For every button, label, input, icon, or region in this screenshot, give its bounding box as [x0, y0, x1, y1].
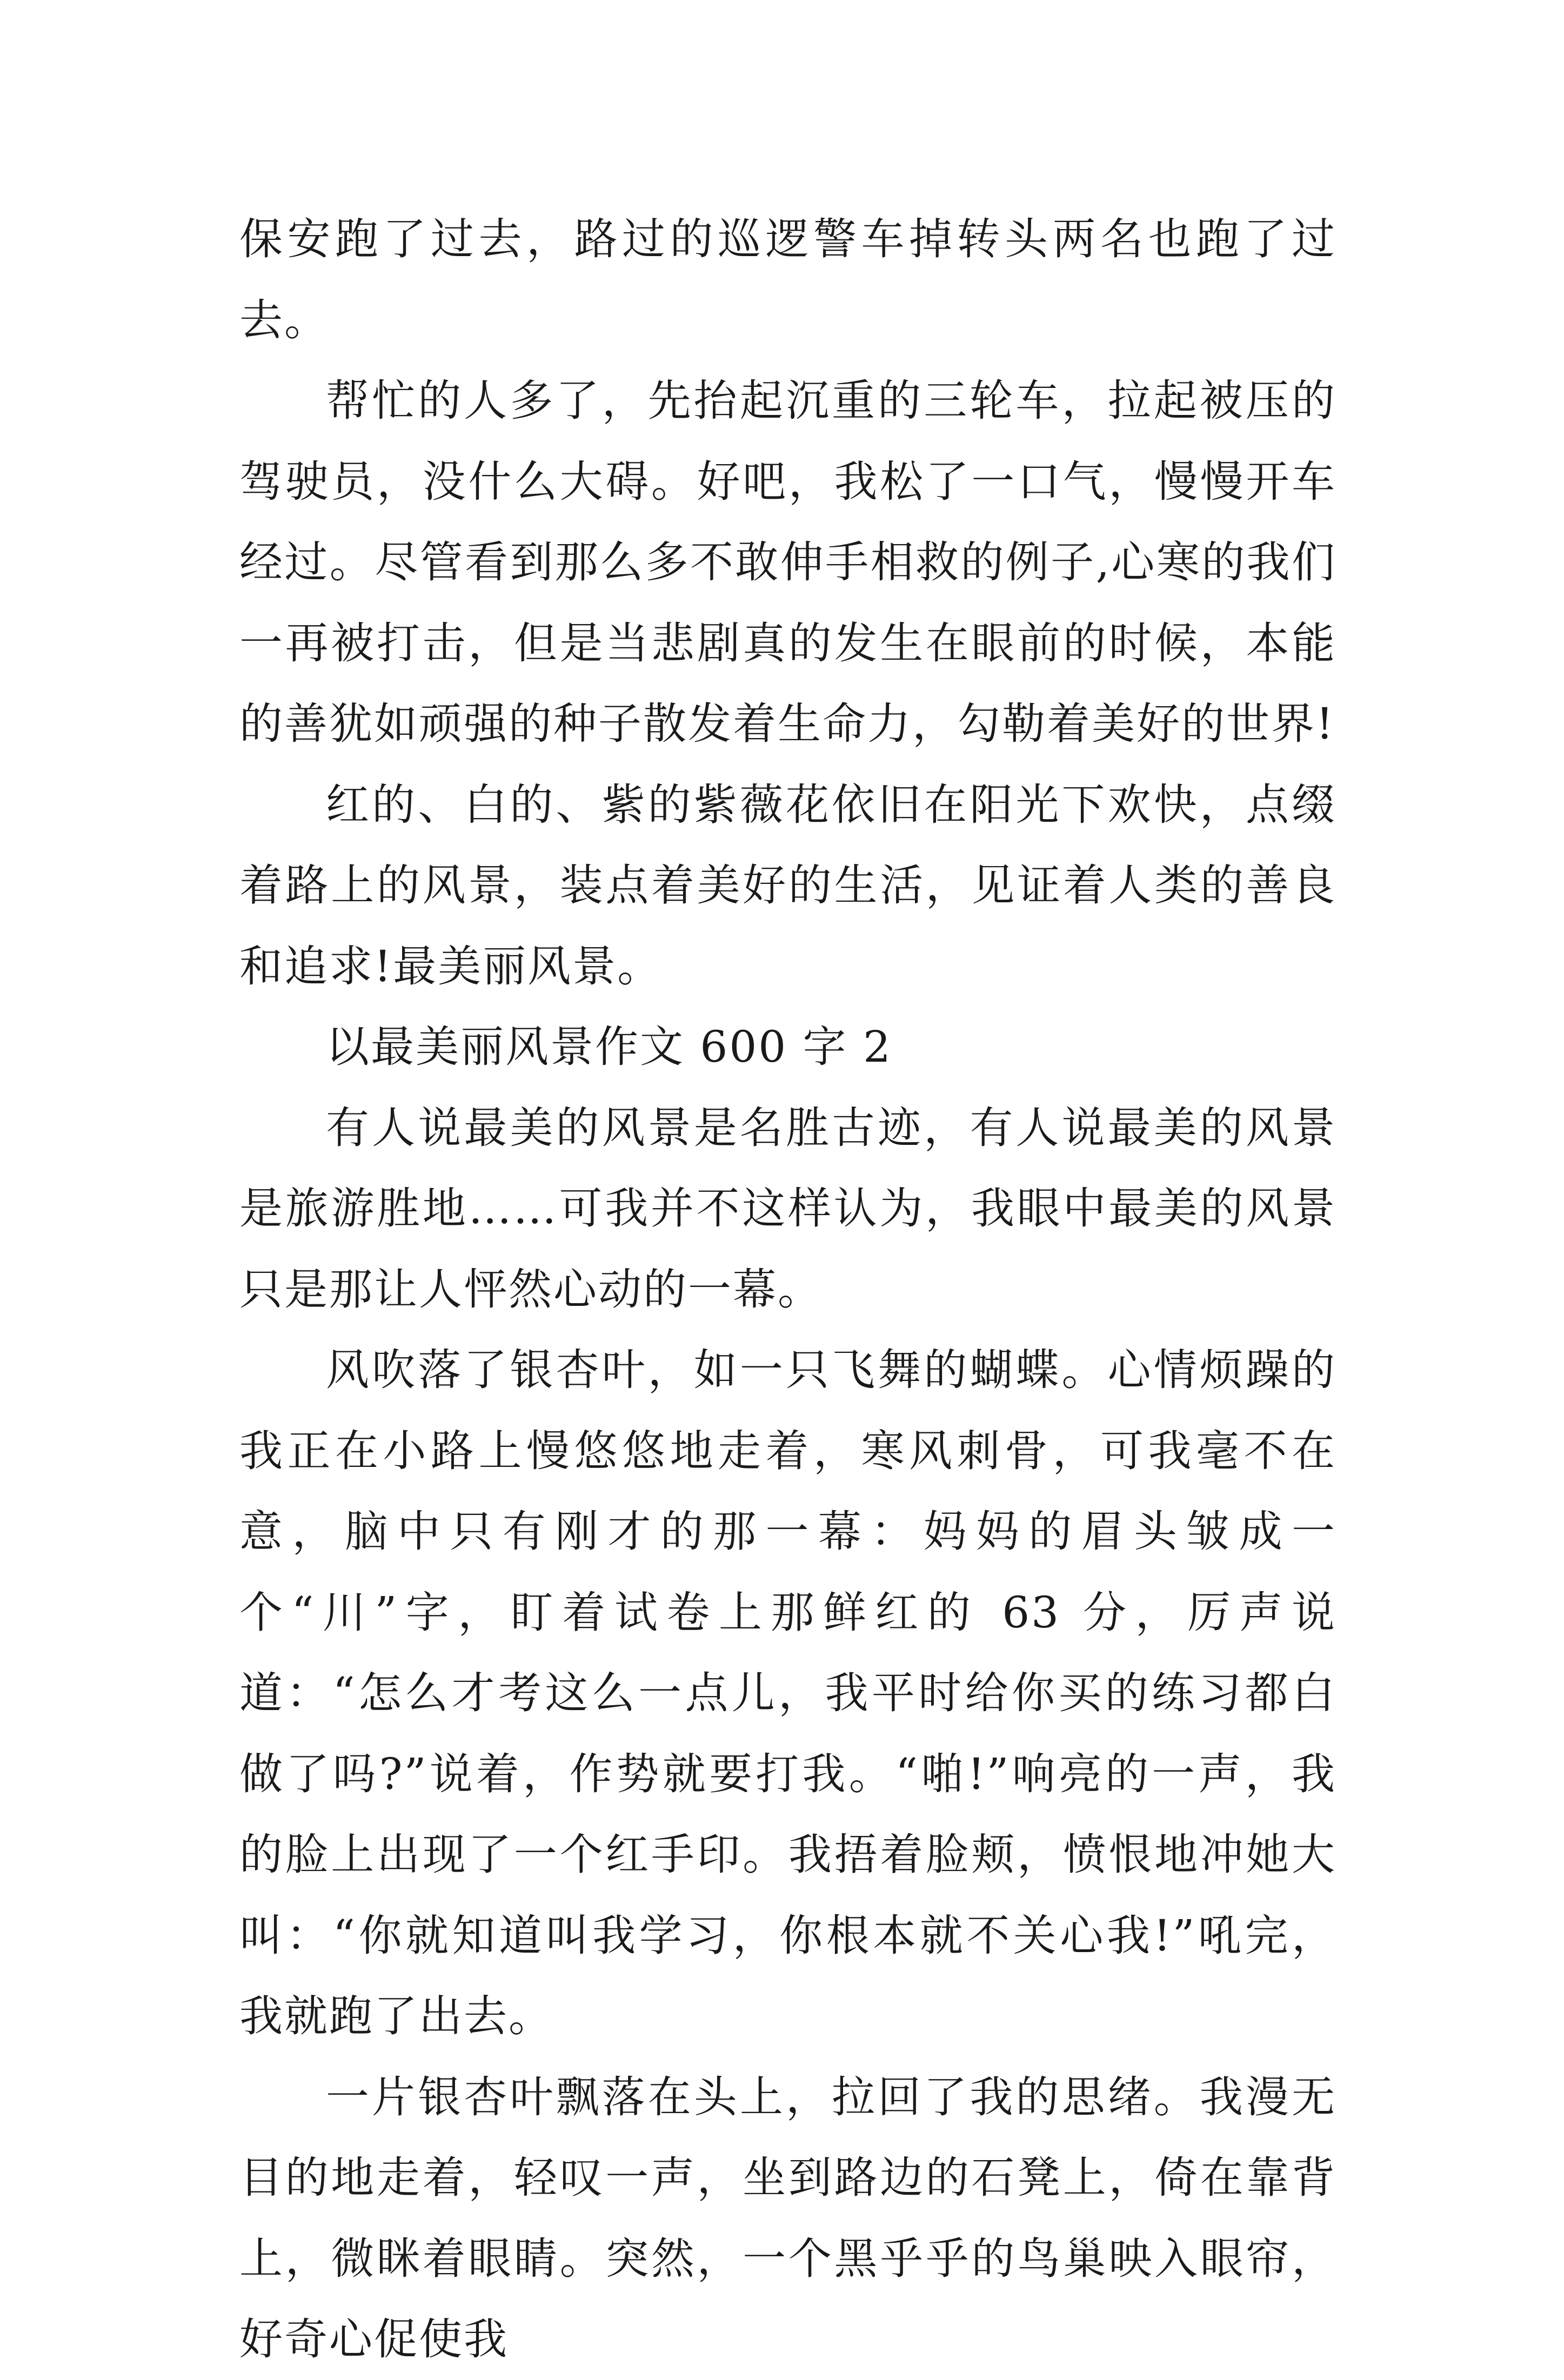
section-heading: 以最美丽风景作文 600 字 2 [326, 1022, 892, 1072]
paragraph-3: 红的、白的、紫的紫薇花依旧在阳光下欢快，点缀着路上的风景，装点着美好的生活，见证着人类的善良和追求!最美丽风景。 [239, 779, 1336, 991]
paragraph-6: 一片银杏叶飘落在头上，拉回了我的思绪。我漫无目的地走着，轻叹一声，坐到路边的石凳上，倚在靠背上，微眯着眼睛。突然，一个黑乎乎的鸟巢映入眼帘，好奇心促使我 [239, 2071, 1336, 2364]
body-text [239, 199, 1336, 2380]
paragraph-5: 风吹落了银杏叶，如一只飞舞的蝴蝶。心情烦躁的我正在小路上慢悠悠地走着，寒风刺骨，可我毫不在意，脑中只有刚才的那一幕：妈妈的眉头皱成一个“川”字，盯着试卷上那鲜红的 63 分，厉声说道：“怎么才考这么一点儿，我平时给你买的练习都白做了吗?”说着，作势就要打我。“啪!”响亮的一声，我的脸上出现了一个红手印。我捂着脸颊，愤恨地冲她大叫：“你就知道叫我学习，你根本就不关心我!”吼完，我就跑了出去。 [239, 1345, 1336, 2041]
paragraph-1: 保安跑了过去，路过的巡逻警车掉转头两名也跑了过去。 [239, 214, 1336, 345]
paragraph-4: 有人说最美的风景是名胜古迹，有人说最美的风景是旅游胜地……可我并不这样认为，我眼中最美的风景只是那让人怦然心动的一幕。 [239, 1102, 1336, 1315]
paragraph-2: 帮忙的人多了，先抬起沉重的三轮车，拉起被压的驾驶员，没什么大碍。好吧，我松了一口气，慢慢开车经过。尽管看到那么多不敢伸手相救的例子,心寒的我们一再被打击，但是当悲剧真的发生在眼前的时候，本能的善犹如顽强的种子散发着生命力，勾勒着美好的世界! [239, 376, 1336, 749]
